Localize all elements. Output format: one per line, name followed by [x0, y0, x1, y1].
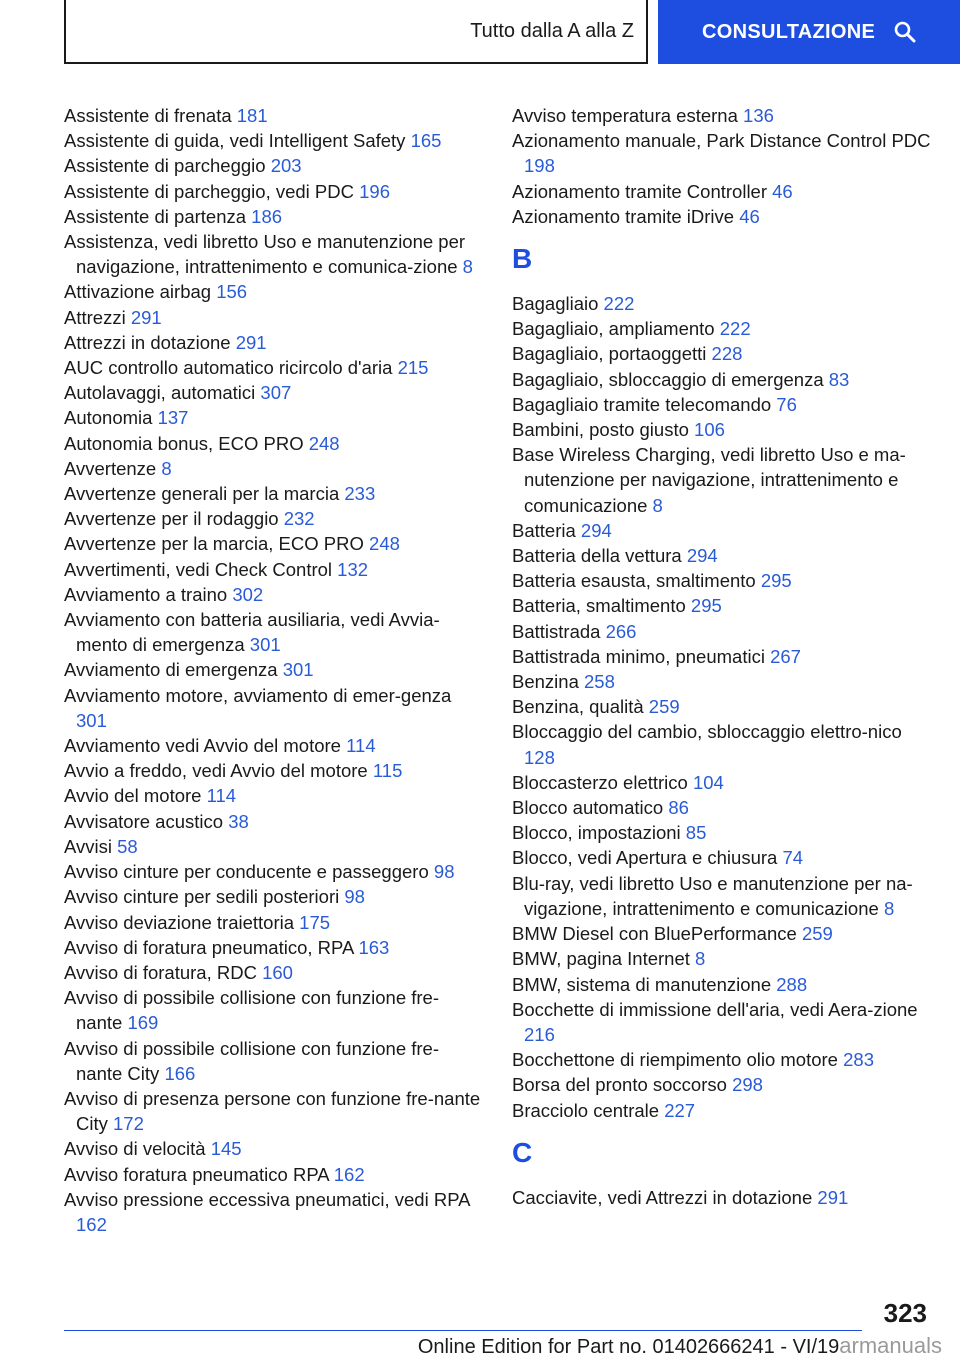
- index-entry: [64, 607, 482, 657]
- index-entry-text: Assistente di partenza: [64, 205, 247, 227]
- index-entry-page-link[interactable]: 160: [262, 961, 293, 983]
- index-entry: [512, 1072, 932, 1097]
- index-entry-text: Blocco, impostazioni: [512, 822, 681, 844]
- index-entry: [512, 204, 932, 229]
- index-entry-text: Azionamento tramite iDrive: [512, 205, 735, 227]
- index-entry: [64, 405, 482, 430]
- index-entry-text: Avviso pressione eccessiva pneumatici, vedi RPA: [64, 1188, 470, 1210]
- index-entry-page-link[interactable]: 227: [664, 1099, 696, 1121]
- index-entry: [64, 834, 482, 859]
- index-entry-text: Batteria esausta, smaltimento: [512, 570, 756, 592]
- index-entry: [64, 531, 482, 556]
- index-entry: [64, 279, 482, 304]
- index-entry-page-link[interactable]: 291: [130, 306, 162, 328]
- index-letter-heading: C: [512, 1136, 533, 1168]
- index-entry-page-link[interactable]: 294: [686, 545, 718, 567]
- index-entry-page-link[interactable]: 291: [817, 1186, 849, 1208]
- index-entry-page-link[interactable]: 114: [346, 735, 376, 757]
- index-entry-page-link[interactable]: 163: [358, 936, 390, 958]
- index-entry-text: Assistente di guida, vedi Intelligent Safety: [64, 130, 406, 152]
- index-entry: [64, 582, 482, 607]
- index-entry: [512, 367, 932, 392]
- index-entry: [64, 431, 482, 456]
- index-entry-page-link[interactable]: 162: [76, 1213, 107, 1235]
- index-entry-page-link[interactable]: 266: [605, 620, 637, 642]
- index-entry: [512, 341, 932, 366]
- index-entry-text: Autolavaggi, automatici: [64, 382, 256, 404]
- index-entry-text: Batteria, smaltimento: [512, 595, 686, 617]
- index-entry-text: Avviso di possibile collisione con funzione fre-nante: [64, 987, 439, 1034]
- index-entry-page-link[interactable]: 165: [410, 130, 442, 152]
- index-entry-page-link[interactable]: 86: [668, 797, 689, 819]
- index-entry: [512, 820, 932, 845]
- index-entry-text: Autonomia bonus, ECO PRO: [64, 432, 304, 454]
- index-entry-text: Bocchette di immissione dell'aria, vedi Aera-zione: [512, 998, 918, 1020]
- index-entry: [64, 506, 482, 531]
- index-entry-text: Attrezzi: [64, 306, 126, 328]
- index-entry-text: Avvertenze generali per la marcia: [64, 483, 340, 505]
- index-entry: [64, 935, 482, 960]
- index-entry-page-link[interactable]: 196: [359, 180, 390, 202]
- index-entry-text: Avviso di foratura, RDC: [64, 961, 257, 983]
- index-column-right: [512, 103, 932, 1210]
- index-entry-text: Avvisi: [64, 835, 112, 857]
- index-entry-text: Avvertenze: [64, 457, 157, 479]
- index-entry-text: Avvertenze per il rodaggio: [64, 508, 279, 530]
- index-entry: [64, 910, 482, 935]
- index-entry-page-link[interactable]: 76: [776, 393, 797, 415]
- index-entry-page-link[interactable]: 248: [369, 533, 400, 555]
- index-entry-text: Assistente di parcheggio: [64, 155, 266, 177]
- index-entry-page-link[interactable]: 8: [462, 256, 473, 278]
- index-entry-page-link[interactable]: 136: [743, 105, 774, 126]
- index-entry-page-link[interactable]: 233: [344, 483, 376, 505]
- index-entry: [64, 305, 482, 330]
- index-entry-page-link[interactable]: 259: [801, 923, 833, 945]
- index-entry-page-link[interactable]: 258: [584, 671, 615, 693]
- index-entry-page-link[interactable]: 8: [883, 897, 895, 919]
- index-entry-page-link[interactable]: 83: [828, 368, 850, 390]
- index-entry-text: Battistrada: [512, 620, 601, 642]
- index-column-left: [64, 103, 482, 1237]
- index-entry: [512, 103, 932, 128]
- index-entry-text: Battistrada minimo, pneumatici: [512, 645, 765, 667]
- footer-edition: Online Edition for Part no. 01402666241 - VI/19: [417, 1336, 840, 1358]
- index-entry: [64, 783, 482, 808]
- index-entry: [512, 518, 932, 543]
- index-entry-page-link[interactable]: 228: [711, 343, 743, 365]
- index-entry: [64, 229, 482, 279]
- index-entry: [64, 153, 482, 178]
- header-section-title: Tutto dalla A alla Z: [470, 19, 634, 42]
- index-entry: [512, 694, 932, 719]
- index-entry: [512, 1185, 932, 1210]
- search-icon[interactable]: [893, 20, 917, 44]
- index-entry: [512, 1098, 932, 1123]
- index-entry: [64, 1036, 482, 1086]
- index-entry-page-link[interactable]: 8: [161, 457, 172, 479]
- index-entry-text: Avviso di possibile collisione con funzione fre-nante City: [64, 1037, 439, 1084]
- index-entry-page-link[interactable]: 8: [652, 494, 663, 516]
- index-entry-page-link[interactable]: 166: [164, 1062, 196, 1084]
- index-entry-page-link[interactable]: 98: [433, 861, 455, 883]
- index-entry-text: Avviamento con batteria ausiliaria, vedi Avvia-mento di emergenza: [64, 609, 440, 656]
- index-entry: [64, 557, 482, 582]
- index-entry: [512, 179, 932, 204]
- index-entry-page-link[interactable]: 74: [782, 847, 804, 869]
- index-entry-page-link[interactable]: 232: [283, 508, 315, 530]
- index-entry-page-link[interactable]: 169: [127, 1012, 159, 1034]
- index-entry-page-link[interactable]: 301: [282, 659, 314, 681]
- index-letter-heading: B: [512, 243, 533, 275]
- index-entry: [64, 1187, 482, 1237]
- index-entry: [512, 568, 932, 593]
- index-entry-page-link[interactable]: 248: [308, 432, 340, 454]
- index-entry-page-link[interactable]: 259: [648, 696, 680, 718]
- index-entry-page-link[interactable]: 203: [270, 155, 302, 177]
- index-entry-page-link[interactable]: 106: [694, 419, 725, 441]
- index-entry-page-link[interactable]: 222: [603, 293, 635, 315]
- index-entry-text: Bocchettone di riempimento olio motore: [512, 1049, 838, 1071]
- index-entry: [64, 128, 482, 153]
- index-entry-page-link[interactable]: 301: [76, 709, 107, 731]
- index-entry-text: Benzina: [512, 671, 579, 693]
- index-entry-page-link[interactable]: 291: [235, 331, 267, 353]
- index-entry-text: Bagagliaio, ampliamento: [512, 318, 715, 340]
- index-entry-page-link[interactable]: 294: [580, 519, 612, 541]
- index-entry: [64, 481, 482, 506]
- index-entry: [64, 884, 482, 909]
- header-tab-consultazione[interactable]: [658, 0, 960, 64]
- index-entry: [512, 543, 932, 568]
- index-entry-page-link[interactable]: 128: [524, 746, 555, 768]
- index-entry: [512, 417, 932, 442]
- index-entry-page-link[interactable]: 298: [732, 1074, 763, 1096]
- index-entry-page-link[interactable]: 172: [113, 1113, 144, 1135]
- index-entry: [512, 316, 932, 341]
- index-entry-page-link[interactable]: 302: [232, 583, 264, 605]
- index-entry-page-link[interactable]: 8: [695, 948, 706, 970]
- index-entry: [512, 644, 932, 669]
- index-entry-text: Bracciolo centrale: [512, 1099, 660, 1121]
- footer-watermark: armanuals: [839, 1333, 942, 1358]
- index-entry: [64, 380, 482, 405]
- index-entry: [64, 103, 482, 128]
- index-entry-text: Avviamento a traino: [64, 583, 228, 605]
- index-entry: [64, 1162, 482, 1187]
- index-entry-page-link[interactable]: 295: [690, 595, 722, 617]
- index-entry-text: Avviamento motore, avviamento di emer-genza: [64, 684, 452, 706]
- index-entry: [512, 128, 932, 178]
- index-entry-text: Borsa del pronto soccorso: [512, 1074, 727, 1096]
- index-entry-text: Avviso temperatura esterna: [512, 105, 738, 126]
- index-entry: [64, 859, 482, 884]
- index-entry-text: BMW, sistema di manutenzione: [512, 973, 772, 995]
- index-entry-text: Bloccasterzo elettrico: [512, 771, 688, 793]
- index-entry: [512, 442, 932, 518]
- index-entry: [64, 179, 482, 204]
- index-entry-text: Avviso di foratura pneumatico, RPA: [64, 936, 354, 958]
- index-entry: [64, 204, 482, 229]
- index-entry: [64, 657, 482, 682]
- index-entry-text: Avvertimenti, vedi Check Control: [64, 558, 333, 580]
- index-entry-page-link[interactable]: 58: [117, 835, 138, 857]
- index-entry-text: Blocco automatico: [512, 797, 664, 819]
- page-number: 323: [883, 1298, 927, 1328]
- index-entry: [64, 758, 482, 783]
- index-entry-text: Bambini, posto giusto: [512, 419, 689, 441]
- index-entry-text: Avviamento vedi Avvio del motore: [64, 735, 341, 757]
- index-entry-page-link[interactable]: 288: [776, 973, 808, 995]
- index-entry-text: Attrezzi in dotazione: [64, 331, 231, 353]
- index-entry-page-link[interactable]: 215: [397, 357, 429, 379]
- index-entry-text: Attivazione airbag: [64, 281, 212, 303]
- index-entry-text: Batteria: [512, 519, 576, 541]
- index-entry-page-link[interactable]: 46: [739, 205, 760, 227]
- index-entry-text: Cacciavite, vedi Attrezzi in dotazione: [512, 1186, 813, 1208]
- index-entry: [512, 619, 932, 644]
- index-entry-text: Blocco, vedi Apertura e chiusura: [512, 847, 778, 869]
- index-entry: [512, 593, 932, 618]
- index-entry-page-link[interactable]: 162: [333, 1163, 365, 1185]
- index-entry-text: Avviso cinture per conducente e passeggero: [64, 861, 429, 883]
- index-entry: [512, 669, 932, 694]
- index-entry: [64, 960, 482, 985]
- index-entry-text: Blu-ray, vedi libretto Uso e manutenzione per na-vigazione, intrattenimento e comunicazione: [512, 872, 913, 919]
- index-entry: [512, 946, 932, 971]
- index-entry-text: BMW, pagina Internet: [512, 948, 690, 970]
- index-entry-page-link[interactable]: 181: [236, 105, 268, 126]
- index-entry-page-link[interactable]: 175: [299, 911, 331, 933]
- index-entry-text: AUC controllo automatico ricircolo d'aria: [64, 357, 393, 379]
- index-entry: [64, 456, 482, 481]
- index-entry-text: Avviso cinture per sedili posteriori: [64, 886, 340, 908]
- index-entry-page-link[interactable]: 115: [372, 760, 403, 782]
- index-entry: [512, 921, 932, 946]
- index-entry-text: Bagagliaio: [512, 293, 599, 315]
- index-entry-text: Azionamento tramite Controller: [512, 180, 767, 202]
- index-entry-text: Bagagliaio, sbloccaggio di emergenza: [512, 368, 824, 390]
- index-entry-text: Azionamento manuale, Park Distance Control PDC: [512, 130, 931, 152]
- header-section-box: [64, 0, 648, 64]
- index-entry-page-link[interactable]: 283: [843, 1049, 874, 1071]
- index-entry-text: BMW Diesel con BluePerformance: [512, 923, 797, 945]
- index-entry-text: Avviso deviazione traiettoria: [64, 911, 295, 933]
- index-entry: [64, 1086, 482, 1136]
- index-entry: [64, 809, 482, 834]
- index-entry-page-link[interactable]: 198: [524, 155, 555, 177]
- index-entry-page-link[interactable]: 132: [337, 558, 369, 580]
- index-entry-page-link[interactable]: 46: [772, 180, 793, 202]
- index-entry-text: Assistente di parcheggio, vedi PDC: [64, 180, 354, 202]
- index-entry-page-link[interactable]: 98: [344, 886, 365, 908]
- index-entry: [64, 985, 482, 1035]
- index-entry-text: Base Wireless Charging, vedi libretto Uso e ma-nutenzione per navigazione, intrattenimento e comunicazione: [512, 444, 906, 516]
- index-entry: [512, 1047, 932, 1072]
- index-entry-text: Batteria della vettura: [512, 545, 682, 567]
- index-entry-text: Assistente di frenata: [64, 105, 232, 126]
- index-entry: [512, 770, 932, 795]
- index-entry-text: Avvio a freddo, vedi Avvio del motore: [64, 760, 368, 782]
- index-entry: [64, 733, 482, 758]
- index-entry-page-link[interactable]: 114: [206, 785, 237, 807]
- index-entry-page-link[interactable]: 85: [685, 822, 707, 844]
- index-entry-text: Assistenza, vedi libretto Uso e manutenzione per navigazione, intrattenimento e comunica-zione: [64, 231, 466, 278]
- index-entry: [64, 355, 482, 380]
- index-entry-page-link[interactable]: 267: [770, 645, 801, 667]
- index-entry-page-link[interactable]: 186: [251, 205, 283, 227]
- index-entry-text: Avviso di presenza persone con funzione fre-nante City: [64, 1087, 481, 1135]
- index-entry: [512, 392, 932, 417]
- index-entry-page-link[interactable]: 216: [524, 1023, 555, 1045]
- index-entry: [64, 683, 482, 733]
- index-entry: [512, 291, 932, 316]
- index-entry-text: Benzina, qualità: [512, 696, 644, 718]
- index-entry: [512, 795, 932, 820]
- index-entry: [64, 330, 482, 355]
- footer: [0, 1330, 960, 1362]
- index-entry-text: Avviamento di emergenza: [64, 659, 278, 681]
- index-entry-page-link[interactable]: 156: [216, 281, 248, 303]
- index-entry: [64, 1136, 482, 1161]
- index-entry-page-link[interactable]: 295: [760, 570, 792, 592]
- index-entry-text: Avviso foratura pneumatico RPA: [64, 1163, 329, 1185]
- index-entry-text: Avvisatore acustico: [64, 810, 224, 832]
- index-entry: [512, 972, 932, 997]
- index-entry-text: Bloccaggio del cambio, sbloccaggio elettro-nico: [512, 721, 902, 743]
- index-entry-text: Avvertenze per la marcia, ECO PRO: [64, 533, 364, 555]
- index-entry-page-link[interactable]: 38: [228, 810, 249, 832]
- index-entry-text: Avviso di velocità: [64, 1138, 206, 1160]
- index-entry-text: Autonomia: [64, 407, 153, 429]
- index-entry-text: Bagagliaio tramite telecomando: [512, 393, 772, 415]
- index-entry-text: Bagagliaio, portaoggetti: [512, 343, 707, 365]
- index-entry-page-link[interactable]: 145: [210, 1138, 242, 1160]
- index-entry-page-link[interactable]: 137: [157, 407, 189, 429]
- index-entry: [512, 719, 932, 769]
- index-entry: [512, 871, 932, 921]
- index-entry: [512, 997, 932, 1047]
- index-entry-page-link[interactable]: 104: [692, 771, 724, 793]
- index-entry-text: Avvio del motore: [64, 785, 202, 807]
- index-entry-page-link[interactable]: 222: [719, 318, 751, 340]
- index-entry-page-link[interactable]: 301: [249, 634, 281, 656]
- header-tab-label: CONSULTAZIONE: [702, 20, 876, 43]
- index-entry: [512, 845, 932, 870]
- index-entry-page-link[interactable]: 307: [260, 382, 292, 404]
